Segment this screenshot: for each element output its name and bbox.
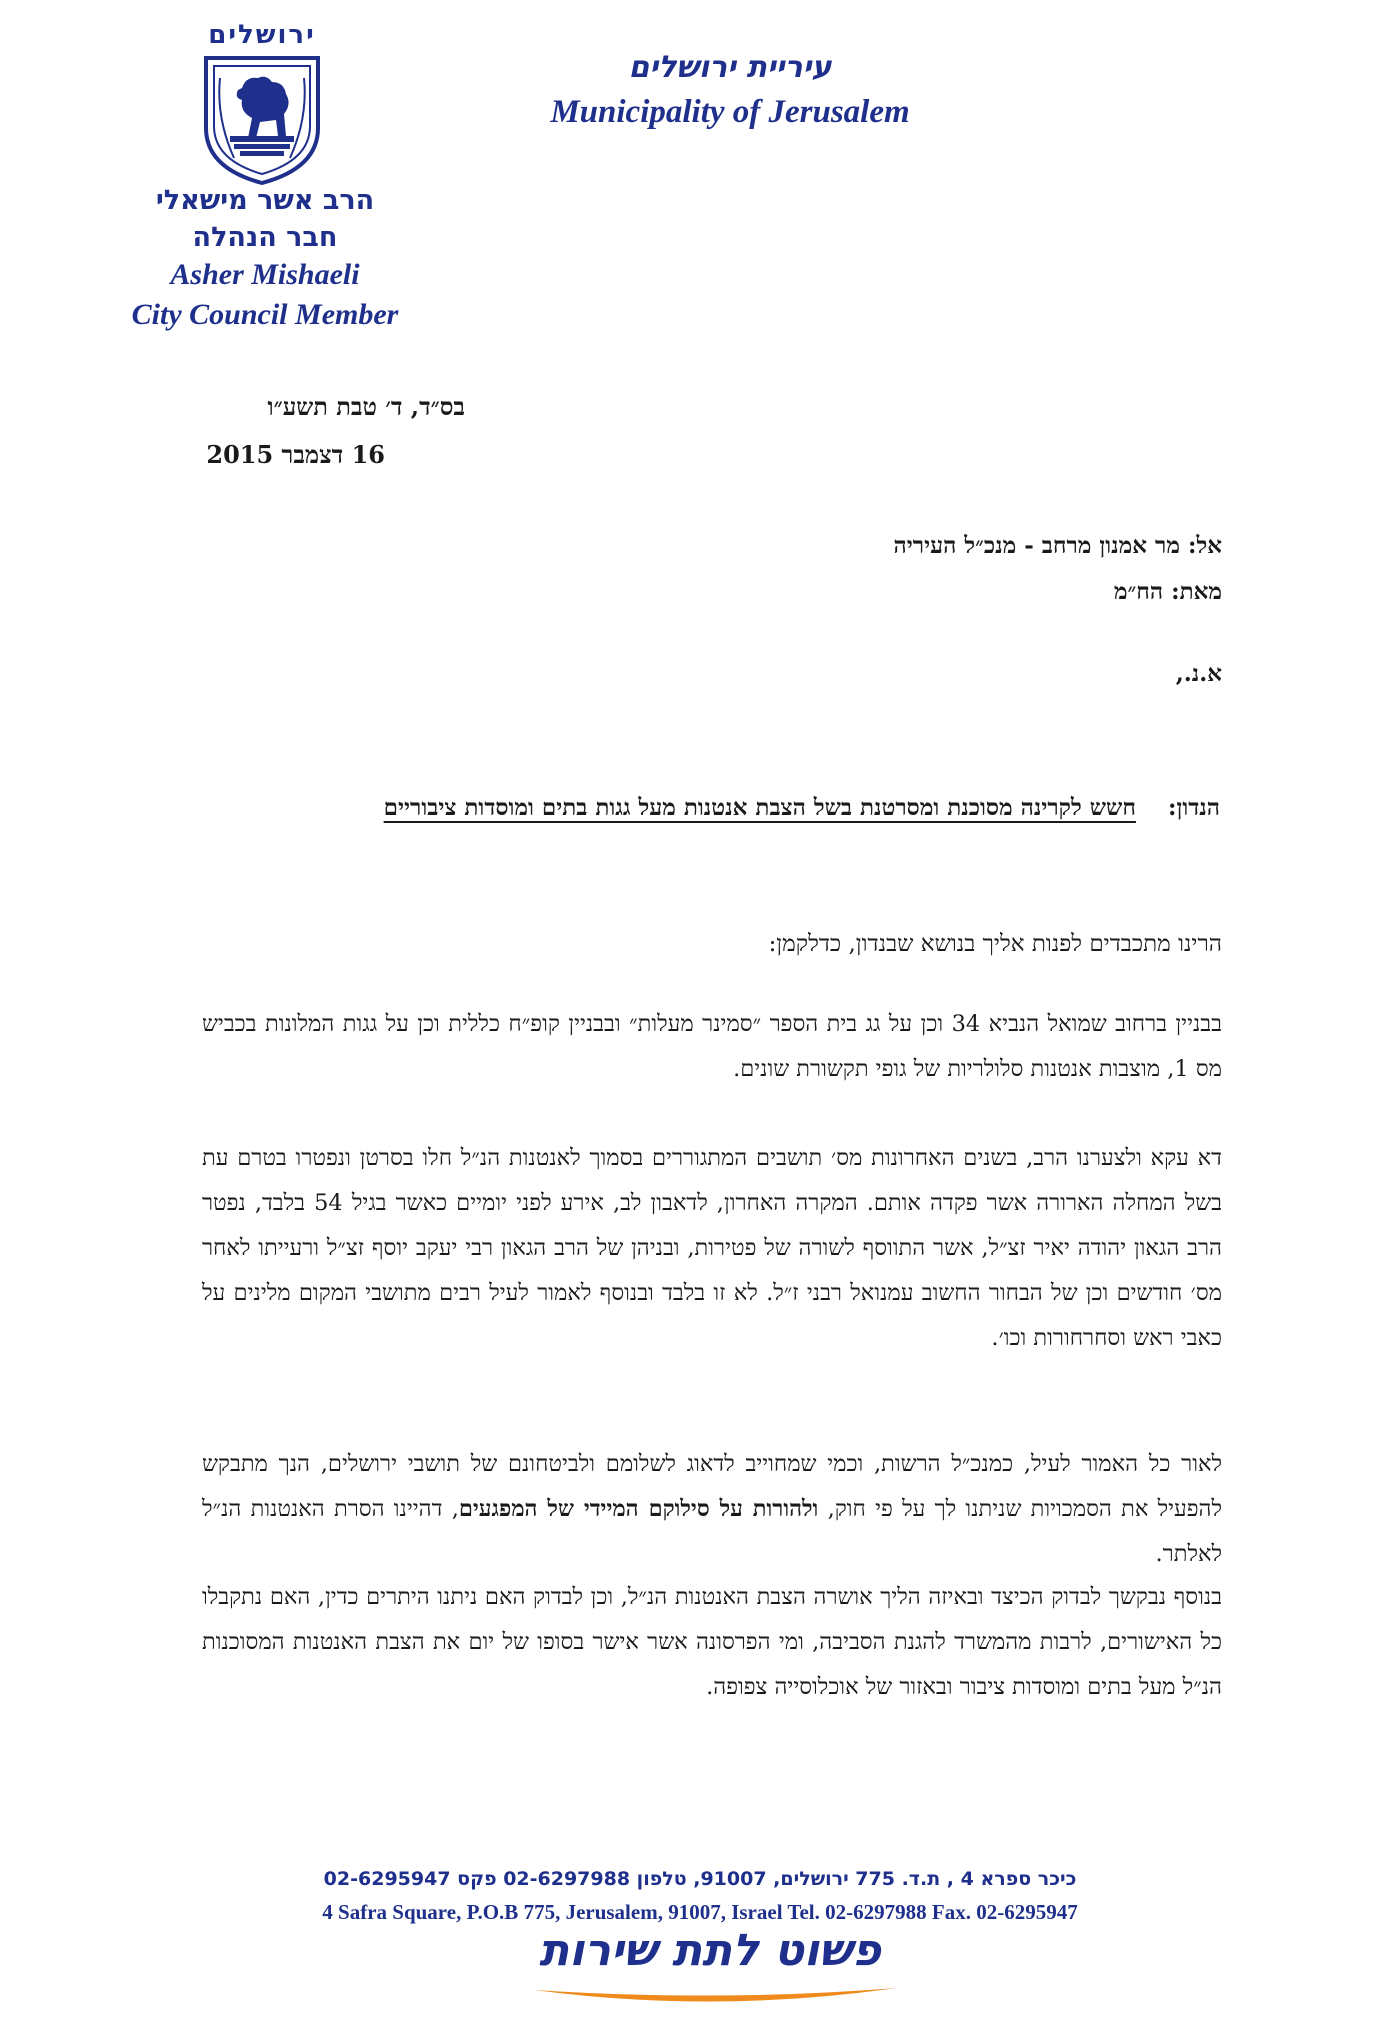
paragraph-request: [202, 1442, 1222, 1577]
recipient-line: אל: מר אמנון מרחב - מנכ״ל העיריה: [893, 532, 1222, 559]
subject-line: [384, 794, 1220, 821]
hebrew-date: בס״ד, ד׳ טבת תשע״ו: [267, 392, 465, 421]
paragraph-antennas-location: בבניין ברחוב שמואל הנביא 34 וכן על גג בית הספר ״סמינר מעלות״ ובבניין קופ״ח כללית וכן על גגות המלונות בכביש מס 1, מוצבות אנטנות סלולריות של גופי תקשורת שונים.: [202, 1011, 1222, 1082]
subject-label: הנדון:: [1167, 794, 1220, 821]
footer-address-hebrew: כיכר ספרא 4 , ת.ד. 775 ירושלים, 91007, טלפון 02-6297988 פקס 02-6295947: [323, 1868, 1077, 1890]
member-name-english: Asher Mishaeli: [170, 258, 360, 291]
emblem-caption: ירושלים: [208, 20, 316, 50]
footer-slogan: פשוט לתת שירות: [539, 1925, 881, 1976]
slogan-swoosh-icon: [530, 1984, 900, 2012]
member-role-hebrew: חבר הנהלה: [192, 222, 338, 253]
intro-paragraph: הרינו מתכבדים לפנות אליך בנושא שבנדון, כדלקמן:: [768, 931, 1222, 957]
paragraph-cancer-cases: דא עקא ולצערנו הרב, בשנים האחרונות מס׳ תושבים המתגוררים בסמוך לאנטנות הנ״ל חלו בסרטן ונפטרו בטרם עת בשל המחלה הארורה אשר פקדה אותם. המקרה האחרון, לדאבון לב, אירע לפני יומיים כאשר בגיל 54 בלבד, נפטר הרב הגאון יהודה יאיר זצ״ל, אשר התווסף לשורה של פטירות, ובניהן של הרב הגאון רבי יעקב יוסף זצ״ל ורעייתו לאחר מס׳ חודשים וכן של הבחור החשוב עמנואל רבני ז״ל. לא זו בלבד ובנוסף לאמור לעיל רבים מתושבי המקום מלינים על כאבי ראש וסחרחורות וכו׳.: [202, 1145, 1222, 1351]
request-text: לאור כל האמור לעיל, כמנכ״ל הרשות, וכמי שמחוייב לדאוג לשלומם ולביטחונם של תושבי ירושלים, הנך מתבקש להפעיל את הסמכויות שניתנו לך על פי חוק,: [202, 1451, 1223, 1522]
member-role-english: City Council Member: [131, 298, 399, 331]
gregorian-date: 16 דצמבר 2015: [206, 440, 385, 469]
municipality-name-english: Municipality of Jerusalem: [550, 94, 910, 130]
footer-address-english: 4 Safra Square, P.O.B 775, Jerusalem, 91007, Israel Tel. 02-6297988 Fax. 02-6295947: [322, 1900, 1078, 1924]
request-text-end: , דהיינו הסרת האנטנות הנ״ל לאלתר.: [202, 1496, 1222, 1567]
member-name-hebrew: הרב אשר מישאלי: [155, 185, 375, 216]
request-emphasis: ולהורות על סילוקם המיידי של המפגעים: [458, 1496, 819, 1522]
sender-line: מאת: הח״מ: [1113, 578, 1222, 605]
paragraph-investigation: בנוסף נבקשך לבדוק הכיצד ובאיזה הליך אושרה הצבת האנטנות הנ״ל, וכן לבדוק האם ניתנו היתרים כדין, האם נתקבלו כל האישורים, לרבות מהמשרד להגנת הסביבה, ומי הפרסונה אשר אישר בסופו של יום את הצבת האנטנות המסוכנות הנ״ל מעל בתים ומוסדות ציבור ובאזור של אוכלוסייה צפופה.: [202, 1584, 1222, 1700]
greeting: א.נ.,: [1175, 660, 1222, 687]
municipality-name-hebrew: עיריית ירושלים: [628, 50, 832, 85]
subject-text: חשש לקרינה מסוכנת ומסרטנת בשל הצבת אנטנות מעל גגות בתים ומוסדות ציבוריים: [383, 794, 1136, 821]
